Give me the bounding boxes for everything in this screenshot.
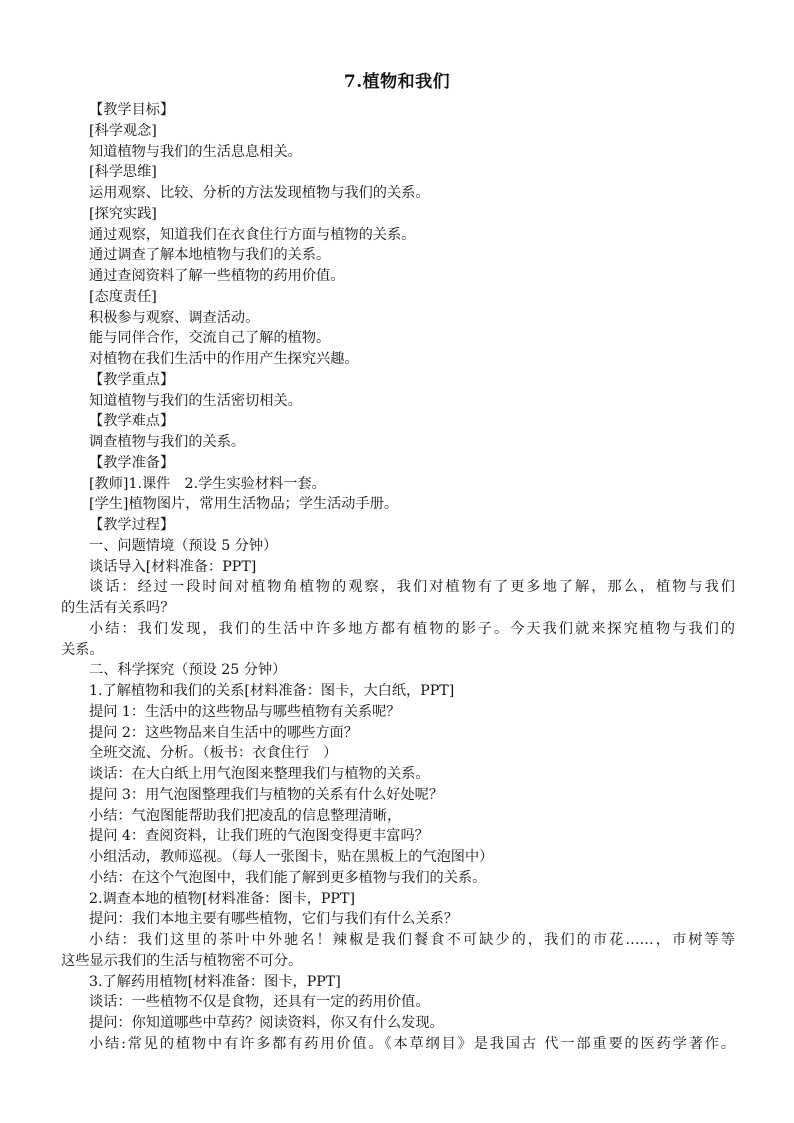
document-line: 谈话：经过一段时间对植物角植物的观察，我们对植物有了更多地了解，那么，植物与我们 xyxy=(89,579,735,596)
document-line: 二、科学探究（预设 25 分钟） xyxy=(89,662,287,679)
document-line: 知道植物与我们的生活息息相关。 xyxy=(89,143,302,160)
document-line: 提问 2：这些物品来自生活中的哪些方面？ xyxy=(89,724,358,741)
document-line: [科学思维] xyxy=(89,164,157,181)
document-line: 【教学目标】 xyxy=(89,102,175,118)
document-line: 1.了解植物和我们的关系[材料准备：图卡，大白纸，PPT] xyxy=(89,683,455,699)
document-line: 小结：我们这里的茶叶中外驰名！辣椒是我们餐食不可缺少的，我们的市花……，市树等等 xyxy=(89,932,735,948)
document-line: 关系。 xyxy=(61,641,104,658)
document-line: 小结：我们发现，我们的生活中许多地方都有植物的影子。今天我们就来探究植物与我们的 xyxy=(89,620,735,637)
document-line: 提问 4：查阅资料，让我们班的气泡图变得更丰富吗？ xyxy=(89,828,429,845)
document-line: [探究实践] xyxy=(89,205,157,222)
document-line: 知道植物与我们的生活密切相关。 xyxy=(89,392,302,409)
document-line: 提问 1：生活中的这些物品与哪些植物有关系呢？ xyxy=(89,703,401,720)
document-line: 全班交流、分析。（板书：衣食住行 ） xyxy=(89,745,338,762)
document-line: 谈话：在大白纸上用气泡图来整理我们与植物的关系。 xyxy=(89,766,430,782)
document-line: 运用观察、比较、分析的方法发现植物与我们的关系。 xyxy=(89,185,430,201)
document-line: 能与同伴合作，交流自己了解的植物。 xyxy=(89,330,331,347)
document-title: 7.植物和我们 xyxy=(343,72,451,92)
document-line: 【教学难点】 xyxy=(89,413,175,430)
document-line: 谈话：一些植物不仅是食物，还具有一定的药用价值。 xyxy=(89,994,430,1011)
document-line: 提问：你知道哪些中草药？阅读资料，你又有什么发现。 xyxy=(89,1015,444,1031)
document-line: [态度责任] xyxy=(89,288,157,305)
document-line: [学生]植物图片，常用生活物品；学生活动手册。 xyxy=(89,496,399,513)
document-line: 小组活动，教师巡视。（每人一张图卡，贴在黑板上的气泡图中） xyxy=(89,849,494,865)
document-line: 提问：我们本地主要有哪些植物，它们与我们有什么关系？ xyxy=(89,911,458,928)
document-line: 通过查阅资料了解一些植物的药用价值。 xyxy=(89,268,345,284)
document-line: 小结：在这个气泡图中，我们能了解到更多植物与我们的关系。 xyxy=(89,869,487,886)
document-body xyxy=(61,100,735,1055)
document-line: 提问 3：用气泡图整理我们与植物的关系有什么好处呢？ xyxy=(89,786,444,803)
document-line: 通过观察，知道我们在衣食住行方面与植物的关系。 xyxy=(89,226,416,243)
document-line: 的生活有关系吗？ xyxy=(61,600,175,616)
document-line: 对植物在我们生活中的作用产生探究兴趣。 xyxy=(89,351,359,367)
document-line: 一、问题情境（预设 5 分钟） xyxy=(89,537,278,554)
document-line: [教师]1.课件 2.学生实验材料一套。 xyxy=(89,475,326,492)
document-line: 调查植物与我们的关系。 xyxy=(89,434,246,450)
document-line: 小结：气泡图能帮助我们把凌乱的信息整理清晰， xyxy=(89,807,402,824)
document-line: 通过调查了解本地植物与我们的关系。 xyxy=(89,247,331,264)
document-line: [科学观念] xyxy=(89,122,157,139)
document-line: 这些显示我们的生活与植物密不可分。 xyxy=(61,952,303,969)
document-line: 谈话导入[材料准备：PPT] xyxy=(89,558,257,575)
document-line: 【教学准备】 xyxy=(89,454,175,471)
document-line: 积极参与观察、调查活动。 xyxy=(89,309,260,326)
document-line: 2.调查本地的植物[材料准备：图卡，PPT] xyxy=(89,890,355,907)
document-line: 【教学过程】 xyxy=(89,517,175,533)
document-line: 【教学重点】 xyxy=(89,371,175,388)
document-line: 小结:常见的植物中有许多都有药用价值。《本草纲目》是我国古 代一部重要的医药学著作。 xyxy=(89,1035,735,1052)
document-line: 3.了解药用植物[材料准备：图卡，PPT] xyxy=(89,973,341,990)
